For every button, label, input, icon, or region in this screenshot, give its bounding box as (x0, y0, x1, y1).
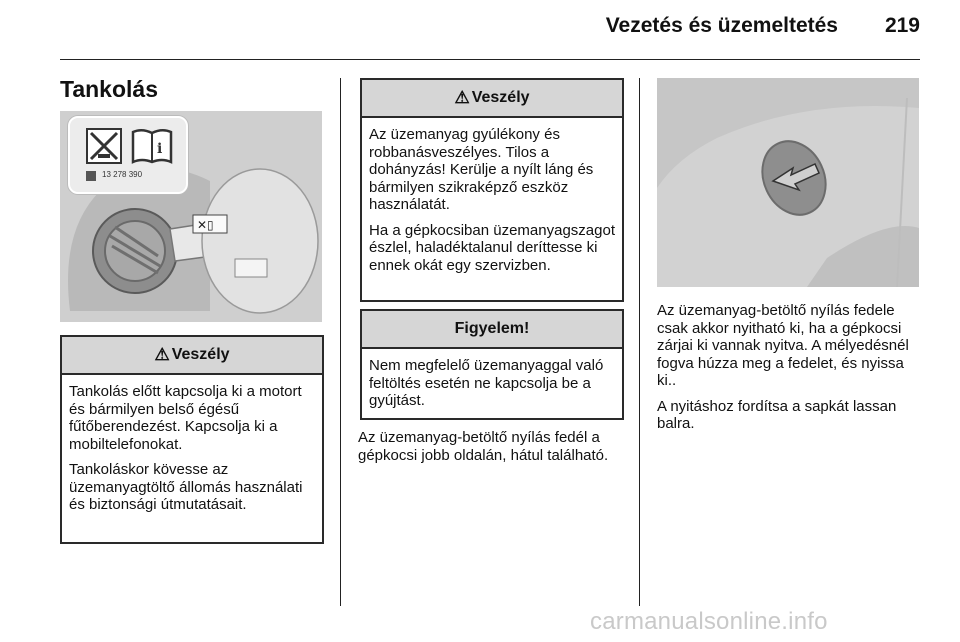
caution-box-body (362, 349, 622, 418)
column-divider-right (639, 78, 640, 606)
right-body-text (657, 302, 927, 441)
danger-box-2-paragraph: Az üzemanyag gyúlékony és robbanásveszélyes. Tilos a dohányzás! Kerülje a nyílt láng és bármilyen szikraképző eszköz használatát. (369, 126, 594, 213)
caution-box (360, 309, 624, 420)
right-paragraph: Az üzemanyag-betöltő nyílás fedele csak akkor nyitható ki, ha a gépkocsi zárjai ki vannak nyitva. A mélyedésnél fogva húzza meg a fedelet, és nyissa ki.. (657, 302, 909, 389)
sticker-callout (68, 116, 188, 194)
header-title: Vezetés és üzemeltetés (605, 14, 838, 37)
danger-box-1-paragraph: Tankoláskor kövesse az üzemanyagtöltő állomás használati és biztonsági útmutatásait. (69, 461, 303, 513)
danger-box-2-paragraph: Ha a gépkocsiban üzemanyagszagot észlel, haladéktalanul deríttesse ki ennek okát egy szervizben. (369, 221, 615, 274)
danger-box-2 (360, 78, 624, 302)
fuel-filler-photo (60, 111, 322, 322)
page-number: 219 (884, 14, 920, 37)
section-title: Tankolás (60, 76, 158, 102)
caution-box-header (362, 311, 622, 349)
header-rule (60, 59, 920, 60)
no-smoking-icon (84, 126, 124, 166)
danger-box-1-heading: Veszély (171, 346, 230, 363)
danger-box-1 (60, 335, 324, 544)
warning-triangle-icon: ⚠ (154, 345, 170, 364)
svg-text:✕▯: ✕▯ (197, 218, 214, 232)
danger-box-2-header (362, 80, 622, 118)
warning-triangle-icon: ⚠ (454, 88, 470, 107)
danger-box-1-paragraph: Tankolás előtt kapcsolja ki a motort és bármilyen belső égésű fűtőberendezést. Kapcsolja ki a mobiltelefonokat. (69, 383, 302, 453)
right-paragraph: A nyitáshoz fordítsa a sapkát lassan balra. (657, 397, 897, 432)
caution-box-paragraph: Nem megfelelő üzemanyaggal való feltöltés esetén ne kapcsolja be a gyújtást. (369, 357, 604, 409)
danger-box-1-header (62, 337, 322, 375)
manual-book-icon (130, 126, 174, 166)
column-divider-left (340, 78, 341, 606)
sticker-code: 13 278 390 (102, 170, 143, 179)
fuel-door-illustration (657, 78, 919, 287)
danger-box-1-body (62, 375, 322, 522)
middle-body-text: Az üzemanyag-betöltő nyílás fedél a gépkocsi jobb oldalán, hátul található. (358, 429, 609, 464)
danger-box-2-body (362, 118, 622, 282)
watermark: carmanualsonline.info (590, 608, 828, 635)
danger-box-2-heading: Veszély (471, 89, 530, 106)
fuel-door-photo (657, 78, 919, 287)
svg-text:i: i (157, 141, 163, 157)
caution-box-heading: Figyelem! (454, 320, 530, 337)
sticker-qr-icon (86, 171, 96, 181)
